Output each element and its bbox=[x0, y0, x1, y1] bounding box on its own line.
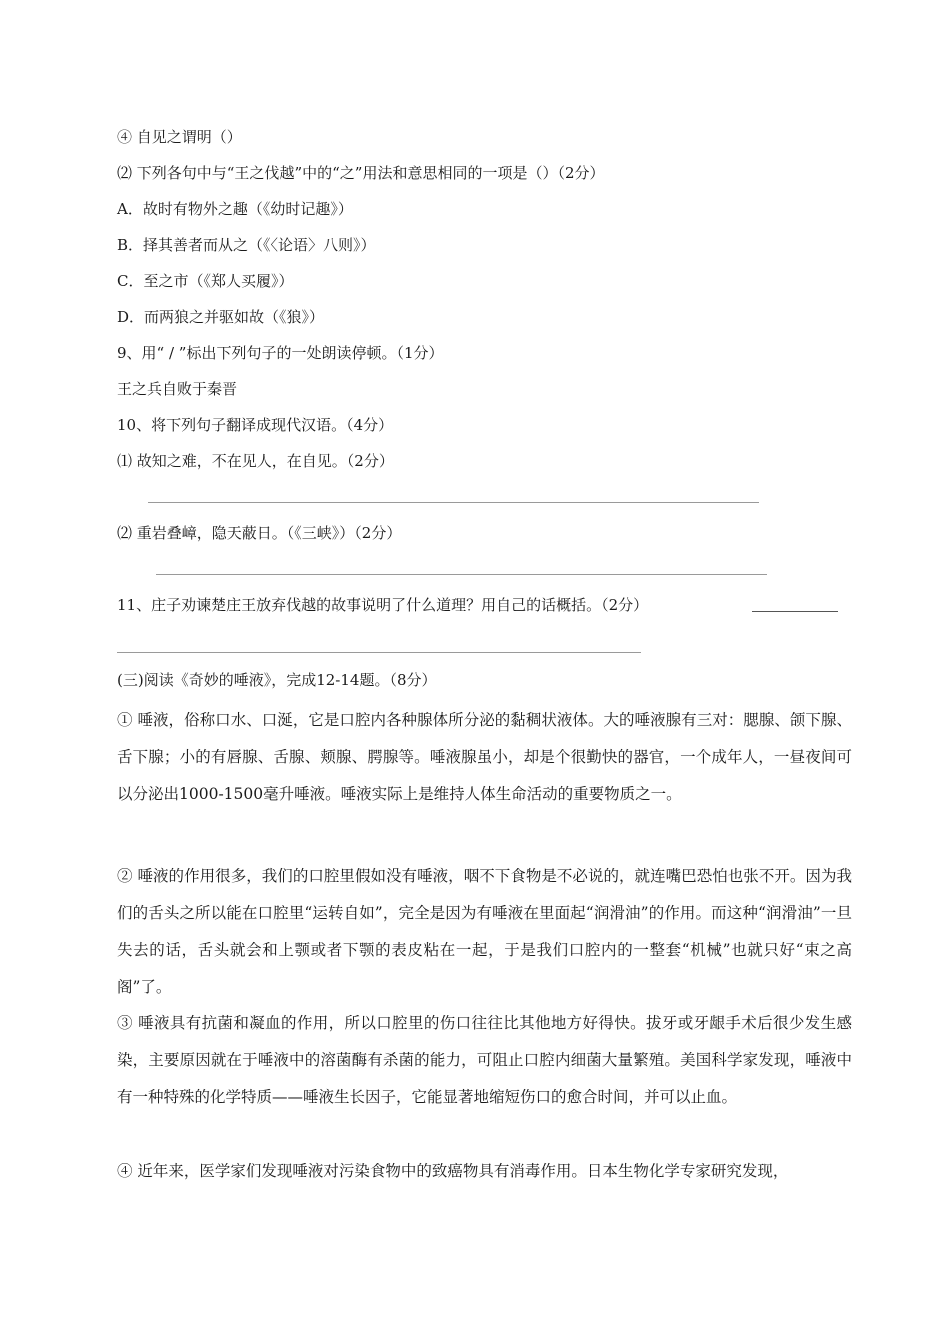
question-item-4: ④ 自见之谓明（） bbox=[117, 128, 242, 146]
section-3-heading: (三)阅读《奇妙的唾液》，完成12-14题。（8分） bbox=[117, 671, 437, 689]
option-b: B．择其善者而从之（《〈论语〉八则》） bbox=[117, 236, 376, 254]
question-10-1: ⑴ 故知之难，不在见人，在自见。（2分） bbox=[117, 452, 394, 470]
answer-line-11[interactable] bbox=[117, 652, 641, 653]
option-a: A．故时有物外之趣（《幼时记趣》） bbox=[117, 200, 353, 218]
answer-line-10-1[interactable] bbox=[148, 502, 759, 503]
question-10: 10、将下列句子翻译成现代汉语。（4分） bbox=[117, 416, 394, 434]
option-d: D．而两狼之并驱如故（《狼》） bbox=[117, 308, 325, 326]
option-c: C．至之市（《郑人买履》） bbox=[117, 272, 294, 290]
question-9-sentence: 王之兵自败于秦晋 bbox=[117, 380, 238, 398]
passage-paragraph-2: ② 唾液的作用很多，我们的口腔里假如没有唾液，咽不下食物是不必说的，就连嘴巴恐怕也张不开。因为我们的舌头之所以能在口腔里“运转自如”，完全是因为有唾液在里面起“润滑油”的作用。而这种“润滑油”一旦失去的话，舌头就会和上颚或者下颚的表皮粘在一起，于是我们口腔内的一整套“机械”也就只好“束之高阁”了。 bbox=[117, 867, 852, 996]
passage-paragraph-3: ③ 唾液具有抗菌和凝血的作用，所以口腔里的伤口往往比其他地方好得快。拔牙或牙龈手术后很少发生感染，主要原因就在于唾液中的溶菌酶有杀菌的能力，可阻止口腔内细菌大量繁殖。美国科学家发现，唾液中有一种特殊的化学特质——唾液生长因子，它能显著地缩短伤口的愈合时间，并可以止血。 bbox=[117, 1014, 852, 1106]
question-11: 11、庄子劝谏楚庄王放弃伐越的故事说明了什么道理？用自己的话概括。（2分） bbox=[117, 596, 649, 614]
passage-paragraph-4: ④ 近年来，医学家们发现唾液对污染食物中的致癌物具有消毒作用。日本生物化学专家研究发现， bbox=[117, 1162, 789, 1180]
question-8-2: ⑵ 下列各句中与“王之伐越”中的“之”用法和意思相同的一项是（）（2分） bbox=[117, 164, 605, 182]
answer-line-10-2[interactable] bbox=[156, 574, 767, 575]
question-10-2: ⑵ 重岩叠嶂，隐天蔽日。（《三峡》）（2分） bbox=[117, 524, 402, 542]
answer-line-11-inline[interactable] bbox=[752, 611, 838, 612]
question-9: 9、用“ / ”标出下列句子的一处朗读停顿。（1分） bbox=[117, 344, 444, 362]
passage-paragraph-1: ① 唾液，俗称口水、口涎，它是口腔内各种腺体所分泌的黏稠状液体。大的唾液腺有三对：腮腺、颌下腺、舌下腺；小的有唇腺、舌腺、颊腺、腭腺等。唾液腺虽小，却是个很勤快的器官，一个成年人，一昼夜间可以分泌出1000-1500毫升唾液。唾液实际上是维持人体生命活动的重要物质之一。 bbox=[117, 711, 852, 803]
